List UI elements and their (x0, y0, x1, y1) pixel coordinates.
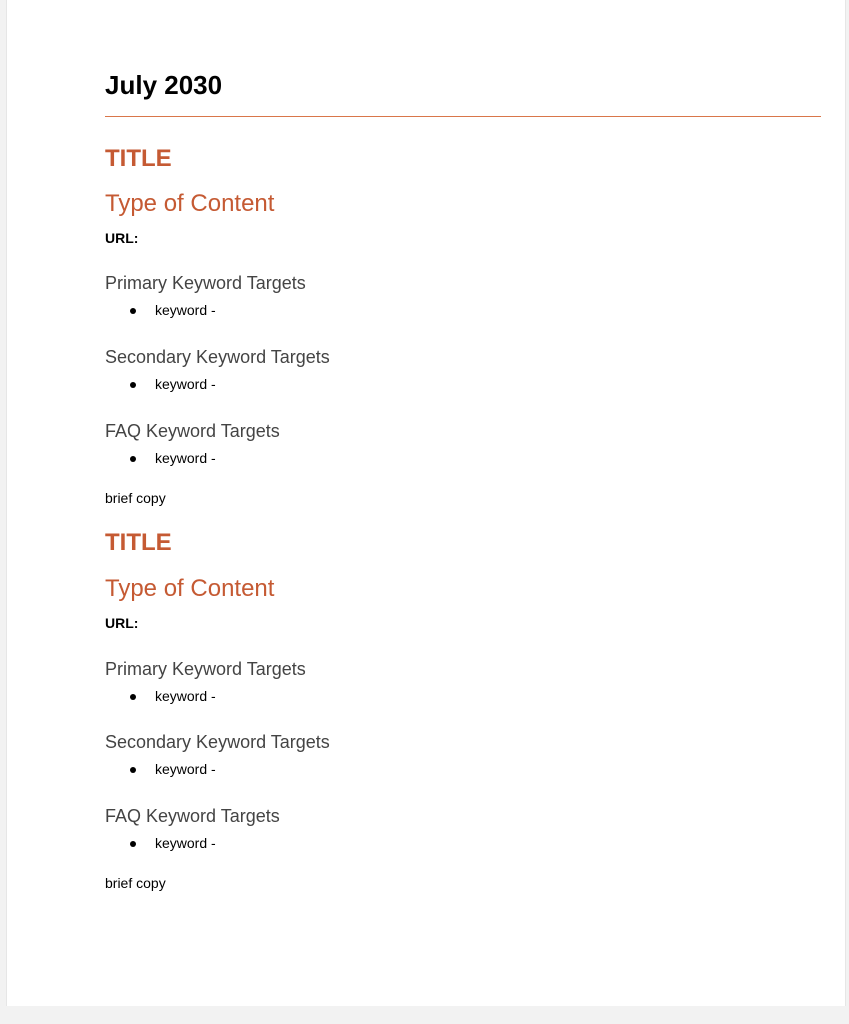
keyword-text: keyword - (155, 761, 216, 777)
list-item[interactable] (105, 687, 821, 705)
primary-keyword-list (105, 301, 821, 319)
content-brief-section (105, 528, 821, 892)
keyword-text: keyword - (155, 688, 216, 704)
secondary-keyword-heading[interactable]: Secondary Keyword Targets (105, 347, 330, 367)
brief-copy[interactable]: brief copy (105, 875, 166, 891)
list-item[interactable] (105, 301, 821, 319)
secondary-keyword-list (105, 760, 821, 778)
url-label[interactable]: URL: (105, 230, 139, 246)
list-item[interactable] (105, 834, 821, 852)
content-type-heading[interactable]: Type of Content (105, 190, 275, 217)
list-item[interactable] (105, 760, 821, 778)
content-brief-section (105, 144, 821, 507)
bullet-icon (130, 308, 136, 314)
section-title[interactable]: TITLE (105, 145, 172, 172)
bullet-icon (130, 456, 136, 462)
list-item[interactable] (105, 375, 821, 393)
bullet-icon (130, 694, 136, 700)
primary-keyword-heading[interactable]: Primary Keyword Targets (105, 659, 306, 679)
url-label[interactable]: URL: (105, 615, 139, 631)
faq-keyword-list (105, 449, 821, 467)
brief-copy[interactable]: brief copy (105, 490, 166, 506)
section-title[interactable]: TITLE (105, 529, 172, 556)
month-heading[interactable]: July 2030 (105, 70, 223, 100)
primary-keyword-heading[interactable]: Primary Keyword Targets (105, 273, 306, 293)
secondary-keyword-list (105, 375, 821, 393)
keyword-text: keyword - (155, 376, 216, 392)
bullet-icon (130, 382, 136, 388)
secondary-keyword-heading[interactable]: Secondary Keyword Targets (105, 732, 330, 752)
content-type-heading[interactable]: Type of Content (105, 575, 275, 602)
horizontal-rule (105, 116, 821, 117)
faq-keyword-heading[interactable]: FAQ Keyword Targets (105, 421, 280, 441)
faq-keyword-heading[interactable]: FAQ Keyword Targets (105, 806, 280, 826)
document-page (6, 0, 846, 1006)
list-item[interactable] (105, 449, 821, 467)
faq-keyword-list (105, 834, 821, 852)
primary-keyword-list (105, 687, 821, 705)
keyword-text: keyword - (155, 835, 216, 851)
keyword-text: keyword - (155, 450, 216, 466)
keyword-text: keyword - (155, 302, 216, 318)
bullet-icon (130, 767, 136, 773)
document-content (105, 68, 821, 892)
bullet-icon (130, 841, 136, 847)
